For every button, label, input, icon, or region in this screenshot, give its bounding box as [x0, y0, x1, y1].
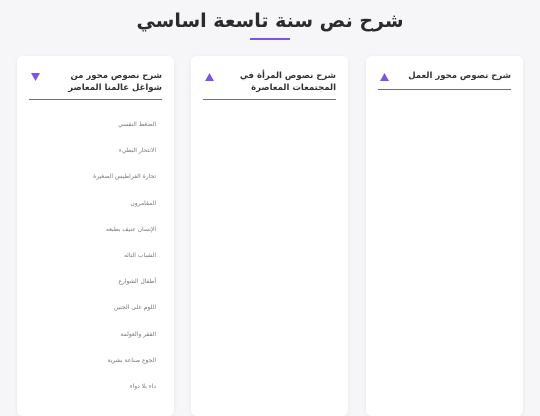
- card-header[interactable]: [378, 70, 511, 83]
- card-work-texts: [366, 56, 523, 416]
- page-title: شرح نص سنة تاسعة اساسي: [136, 10, 404, 32]
- card-divider: [203, 99, 336, 100]
- card-title: شرح نصوص المرأة في المجتمعات المعاصرة: [239, 71, 336, 93]
- list-item[interactable]: الشباب التائه: [123, 251, 156, 259]
- card-header[interactable]: [203, 70, 336, 94]
- title-underline: [250, 38, 290, 40]
- lesson-list: [29, 120, 156, 408]
- list-item[interactable]: الإنسان عنيف بطبعه: [105, 225, 156, 233]
- card-divider: [29, 99, 162, 100]
- list-item[interactable]: اللوم على الجنين: [113, 304, 156, 312]
- card-divider: [378, 89, 511, 90]
- list-item[interactable]: المقامرون: [130, 199, 156, 207]
- card-title: شرح نصوص محور من شواغل عالمنا المعاصر: [68, 71, 162, 93]
- list-item[interactable]: الانتحار البطيء: [118, 147, 156, 155]
- chevron-up-icon[interactable]: [203, 71, 215, 83]
- list-item[interactable]: أطفال الشوارع: [118, 278, 156, 286]
- list-item[interactable]: داء بلا دواء: [129, 382, 156, 390]
- card-title: شرح نصوص محور العمل: [408, 71, 511, 81]
- list-item[interactable]: الجوع صناعة بشرية: [107, 356, 156, 364]
- chevron-up-icon[interactable]: [378, 71, 390, 83]
- card-women-texts: [191, 56, 348, 416]
- list-item[interactable]: الفقر والعولمة: [120, 330, 156, 338]
- chevron-down-icon[interactable]: [29, 71, 41, 83]
- list-item[interactable]: تجارة الفراطيس الصغيرة: [93, 173, 156, 181]
- card-contemporary-concerns: [17, 56, 174, 416]
- list-item[interactable]: الضغط النفسي: [118, 121, 156, 128]
- card-header[interactable]: [29, 70, 162, 94]
